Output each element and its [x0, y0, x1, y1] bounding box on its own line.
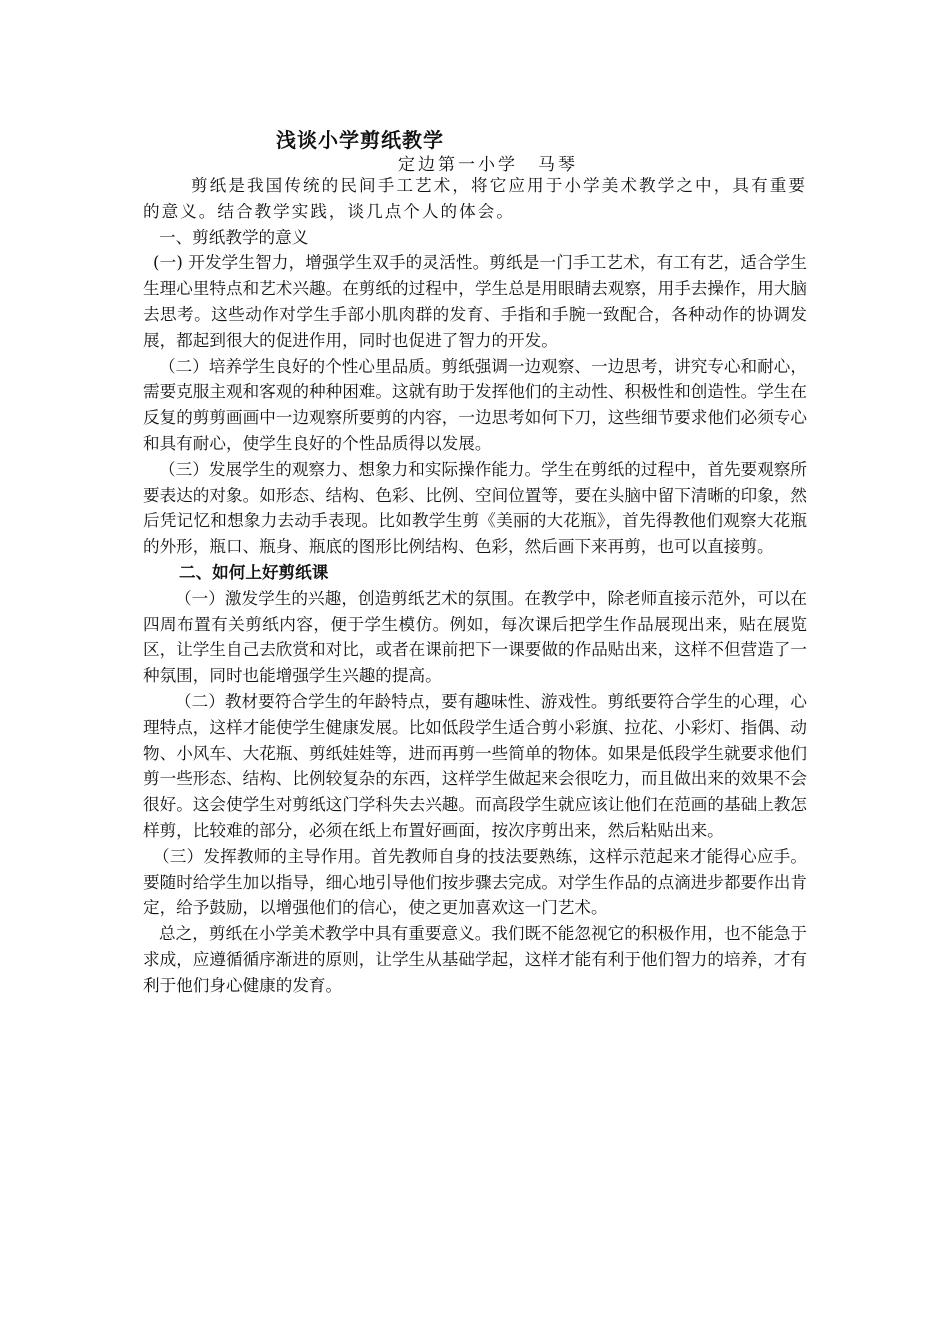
conclusion-paragraph: 总之，剪纸在小学美术教学中具有重要意义。我们既不能忽视它的积极作用，也不能急于求成，应遵循循序渐进的原则，让学生从基础学起，这样才能有利于他们智力的培养，才有利于他们身心健康的发育。: [143, 924, 807, 995]
paragraph-1-2: （二）培养学生良好的个性心里品质。剪纸强调一边观察、一边思考，讲究专心和耐心，需要克服主观和客观的种种困难。这就有助于发挥他们的主动性、积极性和创造性。学生在反复的剪剪画画中一边观察所要剪的内容，一边思考如何下刀，这些细节要求他们必须专心和具有耐心，使学生良好的个性品质得以发展。: [143, 356, 807, 453]
paragraph-1-3: （三）发展学生的观察力、想象力和实际操作能力。学生在剪纸的过程中，首先要观察所要表达的对象。如形态、结构、色彩、比例、空间位置等，要在头脑中留下清晰的印象，然后凭记忆和想象力去动手表现。比如教学生剪《美丽的大花瓶》，首先得教他们观察大花瓶的外形，瓶口、瓶身、瓶底的图形比例结构、色彩，然后画下来再剪，也可以直接剪。: [143, 459, 807, 557]
paragraph-2-3: （三）发挥教师的主导作用。首先教师自身的技法要熟练，这样示范起来才能得心应手。要随时给学生加以指导，细心地引导他们按步骤去完成。对学生作品的点滴进步都要作出肯定，给予鼓励，以增强他们的信心，使之更加喜欢这一门艺术。: [143, 846, 807, 918]
paragraph-1-1: (一) 开发学生智力，增强学生双手的灵活性。剪纸是一门手工艺术，有工有艺，适合学生生理心里特点和艺术兴趣。在剪纸的过程中，学生总是用眼睛去观察，用手去操作，用大脑去思考。这些动作对学生手部小肌肉群的发育、手指和手腕一致配合，各种动作的协调发展，都起到很大的促进作用，同时也促进了智力的开发。: [143, 253, 807, 350]
author-line: 定边第一小学 马琴: [398, 155, 578, 175]
paragraph-2-1: （一）激发学生的兴趣，创造剪纸艺术的氛围。在教学中，除老师直接示范外，可以在四周布置有关剪纸内容，便于学生模仿。例如，每次课后把学生作品展现出来，贴在展览区，让学生自己去欣赏和对比，或者在课前把下一课要做的作品贴出来，这样不但营造了一种氛围，同时也能增强学生兴趣的提高。: [143, 588, 807, 686]
section-heading-1: 一、剪纸教学的意义: [159, 227, 309, 247]
paragraph-2-2: （二）教材要符合学生的年龄特点，要有趣味性、游戏性。剪纸要符合学生的心理，心理特点，这样才能使学生健康发展。比如低段学生适合剪小彩旗、拉花、小彩灯、指偶、动物、小风车、大花瓶、剪纸娃娃等，进而再剪一些简单的物体。如果是低段学生就要求他们剪一些形态、结构、比例较复杂的东西，这样学生做起来会很吃力，而且做出来的效果不会很好。这会使学生对剪纸这门学科失去兴趣。而高段学生就应该让他们在范画的基础上教怎样剪，比较难的部分，必须在纸上布置好画面，按次序剪出来，然后粘贴出来。: [143, 691, 807, 840]
document-title: 浅谈小学剪纸教学: [276, 128, 444, 152]
document-body: [143, 173, 807, 999]
intro-paragraph: 剪纸是我国传统的民间手工艺术，将它应用于小学美术教学之中，具有重要的意义。结合教学实践，谈几点个人的体会。: [143, 176, 807, 221]
section-heading-2: 二、如何上好剪纸课: [179, 561, 329, 582]
